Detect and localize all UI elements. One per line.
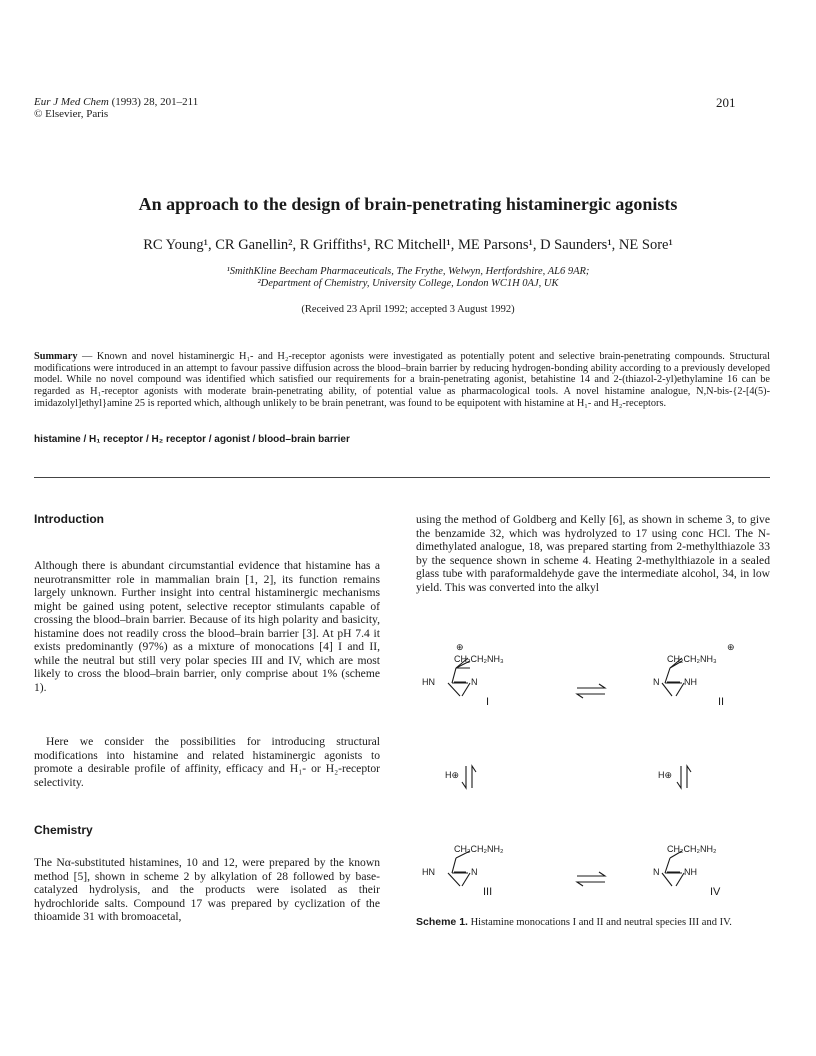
affiliations <box>0 266 816 290</box>
n-II: N <box>653 677 660 687</box>
label-II: II <box>718 696 725 708</box>
chain-II: CH₂CH₂NH₃ <box>667 654 717 664</box>
structure-III <box>448 851 470 886</box>
introduction-paragraph-1: Although there is abundant circumstantial evidence that histamine has a neurotransmitter role in mammalian brain [1, 2], its function remains largely unknown. Further insight into central histaminergic mechanisms might be gained using potent, selective receptor stimulants capable of crossing the blood–brain barrier. Because of its high polarity and basicity, histamine does not readily cross the blood–brain barrier [3]. At pH 7.4 it exists predominantly (97%) as a mixture of monocations [4] I and II, while the neutral but still very polar species III and IV, which are most likely to cross the blood–brain barrier, only comprise about 1% (scheme 1). <box>34 559 380 694</box>
nh-II: NH <box>684 677 697 687</box>
label-IV: IV <box>710 886 721 898</box>
label-III: III <box>483 886 493 898</box>
label-I: I <box>486 696 490 708</box>
chain-IV: CH₂CH₂NH₂ <box>667 844 717 854</box>
affiliation-2: ²Department of Chemistry, University College, London WC1H 0AJ, UK <box>257 278 559 289</box>
n-III: N <box>471 867 478 877</box>
proton-right: H⊕ <box>658 770 673 780</box>
chemistry-paragraph-1: The Nα-substituted histamines, 10 and 12, were prepared by the known method [5], shown in scheme 2 by alkylation of 28 followed by base-catalyzed hydrolysis, and the products were isolated as their hydrochloride salts. Compound 17 was prepared by cyclization of the thioamide 31 with bromoacetal, <box>34 856 380 923</box>
equilibrium-arrow-right <box>677 766 691 788</box>
publisher: © Elsevier, Paris <box>34 108 109 120</box>
nh-IV: NH <box>684 867 697 877</box>
journal-name: Eur J Med Chem <box>34 96 109 108</box>
section-divider <box>34 477 770 478</box>
equilibrium-arrow-top <box>577 684 605 698</box>
chemistry-paragraph-continued: using the method of Goldberg and Kelly [6], as shown in scheme 3, to give the benzamide 32, which was hydrolyzed to 17 using conc HCl. The N-dimethylated analogue, 18, was prepared starting from 2-methylthiazole 33 by the sequence shown in scheme 4. Heating 2-methylthiazole in a sealed glass tube with paraformaldehyde gave the intermediate alcohol, 34, in low yield. This was converted into the alkyl <box>416 513 770 594</box>
keywords: histamine / H₁ receptor / H₂ receptor / agonist / blood–brain barrier <box>34 434 350 445</box>
structure-IV <box>662 851 684 886</box>
hn-III: HN <box>422 867 435 877</box>
scheme-1-caption <box>416 916 770 930</box>
charge-II: ⊕ <box>727 642 735 652</box>
n-I: N <box>471 677 478 687</box>
abstract <box>34 351 770 410</box>
charge-I: ⊕ <box>456 642 464 652</box>
caption-label: Scheme 1. <box>416 916 468 928</box>
caption-text: Histamine monocations I and II and neutral species III and IV. <box>467 917 732 928</box>
proton-left: H⊕ <box>445 770 460 780</box>
scheme-1-figure <box>400 628 790 912</box>
n-IV: N <box>653 867 660 877</box>
introduction-paragraph-2: Here we consider the possibilities for introducing structural modifications into histamine and related histaminergic agonists to promote a desirable profile of affinity, efficacy and H₁- or H₂-receptor selectivity. <box>34 735 380 789</box>
author-list: RC Young¹, CR Ganellin², R Griffiths¹, RC Mitchell¹, ME Parsons¹, D Saunders¹, NE Sore¹ <box>143 237 673 253</box>
chemistry-heading: Chemistry <box>34 823 93 837</box>
introduction-heading: Introduction <box>34 512 104 526</box>
received-dates: (Received 23 April 1992; accepted 3 August 1992) <box>301 304 515 315</box>
journal-issue: (1993) 28, 201–211 <box>111 96 199 108</box>
article-title: An approach to the design of brain-penetrating histaminergic agonists <box>138 194 678 214</box>
hn-I: HN <box>422 677 435 687</box>
chain-I: CH₂CH₂NH₃ <box>454 654 504 664</box>
affiliation-1: ¹SmithKline Beecham Pharmaceuticals, The Frythe, Welwyn, Hertfordshire, AL6 9AR; <box>226 266 590 277</box>
abstract-text: — Known and novel histaminergic H₁- and H₂-receptor agonists were investigated as potentially potent and selective brain-penetrating compounds. Structural modifications were introduced in an attempt to favour passive diffusion across the blood–brain barrier by reducing hydrogen-bonding ability according to a previously developed model. While no novel compound was identified which satisfied our requirements for a brain-penetrating agonist, betahistine 14 and 2-(thiazol-2-yl)ethylamine 16 can be regarded as H₁-receptor agonists with moderate brain-penetrating ability, of potential value as pharmacological tools. A novel histamine analogue, N,N-bis-{2-[4(5)-imidazolyl]ethyl}amine 25 is reported which, although unlikely to be brain penetrant, was found to be equipotent with histamine at H₁- and H₂-receptors. <box>34 351 770 409</box>
page-number: 201 <box>716 95 736 110</box>
equilibrium-arrow-left <box>462 766 476 788</box>
equilibrium-arrow-bottom <box>577 872 605 886</box>
abstract-label: Summary <box>34 351 78 362</box>
chain-III: CH₂CH₂NH₂ <box>454 844 504 854</box>
